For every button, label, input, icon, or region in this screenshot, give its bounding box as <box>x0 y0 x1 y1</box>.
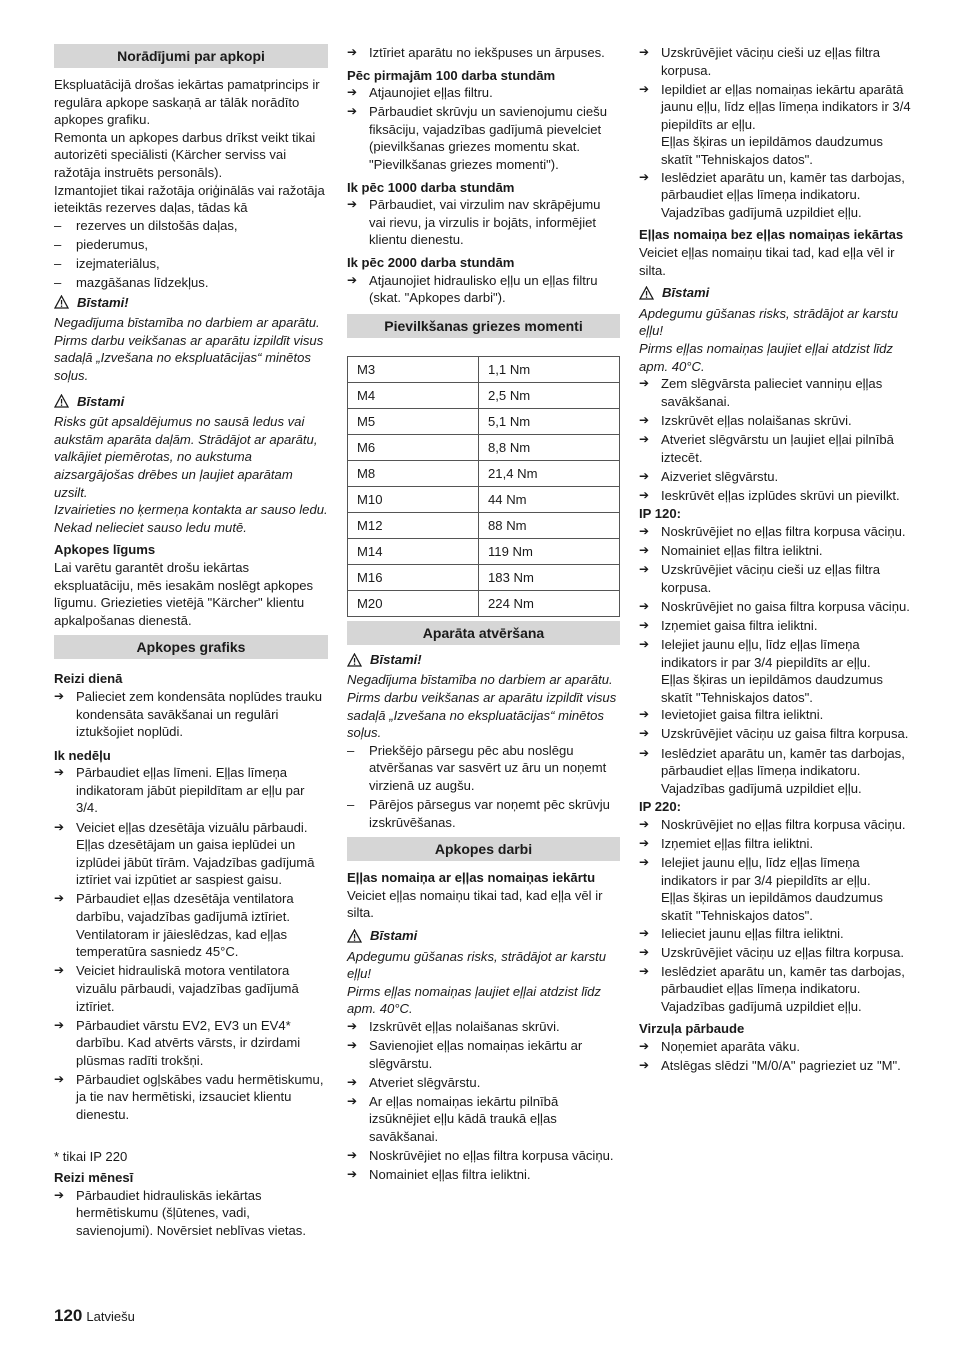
arrow-icon: ➔ <box>54 963 65 978</box>
torque-value-cell: 8,8 Nm <box>479 434 620 460</box>
torque-value-cell: 183 Nm <box>479 564 620 590</box>
arrow-icon: ➔ <box>639 562 650 577</box>
page-number: 120 <box>54 1306 83 1325</box>
list-item-text: Izņemiet gaisa filtra ieliktni. <box>661 617 818 633</box>
arrow-icon: ➔ <box>639 707 650 722</box>
arrow-icon: ➔ <box>347 1148 358 1163</box>
warning-heading <box>54 294 328 312</box>
torque-value-cell: 21,4 Nm <box>479 460 620 486</box>
arrow-list-ip120-a <box>639 523 911 635</box>
warning-heading <box>347 651 620 669</box>
arrow-icon: ➔ <box>639 963 650 978</box>
list-item-text: Ar eļļas nomaiņas iekārtu pilnībā izsūknējiet eļļu kādā traukā eļļas savākšanai. <box>369 1093 559 1145</box>
list-item-text: Atjaunojiet hidraulisko eļļu un eļļas filtru (skat. "Apkopes darbi"). <box>369 272 598 306</box>
paragraph: Lai varētu garantēt drošu iekārtas ekspluatāciju, mēs iesakām noslēgt apkopes līgumu. Griezieties vietējā "Kärcher" klientu apkalpošanas dienestā. <box>54 559 314 628</box>
arrow-icon: ➔ <box>347 1093 358 1108</box>
arrow-icon: ➔ <box>347 45 358 59</box>
subheading-bez-iekartas: Eļļas nomaiņa bez eļļas nomaiņas iekārtas <box>639 227 904 243</box>
list-item-text: Priekšējo pārsegu pēc abu noslēgu atvēršanas var sasvērt uz āru un noņemt virzienā uz augšu. <box>369 742 607 793</box>
arrow-list-1000h <box>347 196 620 249</box>
arrow-item <box>347 103 620 173</box>
warning-text: Pirms eļļas nomaiņas ļaujiet eļļai atdzist līdz apm. 40°C. <box>347 983 601 1017</box>
subheading-100h: Pēc pirmajām 100 darba stundām <box>347 67 556 83</box>
subheading-diena: Reizi dienā <box>54 671 123 687</box>
thread-size-cell: M3 <box>348 356 479 382</box>
arrow-item <box>639 598 911 616</box>
arrow-list-nedela <box>54 764 328 1123</box>
arrow-icon: ➔ <box>54 891 65 906</box>
arrow-item <box>54 819 328 889</box>
thread-size-cell: M12 <box>348 512 479 538</box>
subheading-virzula: Virzuļa pārbaude <box>639 1021 745 1037</box>
arrow-icon: ➔ <box>347 104 358 119</box>
dash-bullet: – <box>347 797 355 813</box>
torque-value-cell: 44 Nm <box>479 486 620 512</box>
dash-list-parts <box>54 217 328 292</box>
dash-bullet: – <box>54 255 62 271</box>
list-item-text: izejmateriālus, <box>76 255 160 271</box>
arrow-item <box>639 816 911 834</box>
warning-title: Bīstami! <box>77 294 129 310</box>
arrow-item <box>347 1037 620 1072</box>
arrow-item <box>347 1018 620 1036</box>
table-row <box>348 590 620 616</box>
arrow-item <box>54 1017 328 1070</box>
arrow-icon: ➔ <box>639 598 650 613</box>
warning-title: Bīstami <box>77 393 125 409</box>
arrow-item <box>639 944 911 962</box>
thread-size-cell: M8 <box>348 460 479 486</box>
arrow-item <box>639 468 911 486</box>
arrow-icon: ➔ <box>639 836 650 851</box>
list-item-text: Zem slēgvārsta palieciet vanniņu eļļas savākšanai. <box>661 376 883 409</box>
list-item-text: Ieslēdziet aparātu un, kamēr tas darbojas, pārbaudiet eļļas līmeņa indikatoru. Vajadzības gadījumā uzpildiet eļļu. <box>661 963 905 1014</box>
list-item-text: Nomainiet eļļas filtra ieliktni. <box>661 543 823 559</box>
arrow-item <box>54 1071 328 1124</box>
list-item-text: Pārbaudiet, vai virzulim nav skrāpējumu vai rievu, ja virzulis ir bojāts, informējiet klientu dienestu. <box>369 197 601 248</box>
arrow-icon: ➔ <box>347 1019 358 1033</box>
torque-value-cell: 1,1 Nm <box>479 356 620 382</box>
arrow-item <box>639 542 911 560</box>
list-item-text: Ieskrūvēt eļļas izplūdes skrūvi un pievilkt. <box>661 487 900 503</box>
warning-heading <box>347 927 620 945</box>
list-item-text: Uzskrūvējiet vāciņu uz eļļas filtra korpusa. <box>661 944 905 960</box>
section-header-darbi: Apkopes darbi <box>347 837 620 861</box>
list-item-text: Izskrūvēt eļļas nolaišanas skrūvi. <box>369 1019 560 1034</box>
column-middle <box>347 44 620 1184</box>
thread-size-cell: M10 <box>348 486 479 512</box>
subheading-menesi: Reizi mēnesī <box>54 1170 134 1186</box>
arrow-icon: ➔ <box>347 272 358 287</box>
list-item-text: Atveriet slēgvārstu. <box>369 1074 481 1090</box>
list-item-text: Ielieciet jaunu eļļas filtra ieliktni. <box>661 925 844 941</box>
subheading-ip120: IP 120: <box>639 506 681 522</box>
subheading-ip220: IP 220: <box>639 799 681 815</box>
arrow-item <box>639 617 911 635</box>
list-item-text: Uzskrūvējiet vāciņu cieši uz eļļas filtra korpusa. <box>661 562 881 595</box>
torque-value-cell: 2,5 Nm <box>479 382 620 408</box>
arrow-item <box>639 636 911 671</box>
list-item-text: Noskrūvējiet no eļļas filtra korpusa vāciņu. <box>369 1148 614 1164</box>
torque-table <box>347 356 620 617</box>
arrow-icon: ➔ <box>639 45 650 59</box>
list-item-text: Savienojiet eļļas nomaiņas iekārtu ar slēgvārstu. <box>369 1038 583 1071</box>
arrow-icon: ➔ <box>639 617 650 632</box>
warning-title: Bīstami <box>370 928 418 944</box>
note-text: Eļļas šķiras un iepildāmos daudzumus skatīt "Tehniskajos datos". <box>661 890 883 923</box>
warning-text: Nekad nelieciet sauso ledu mutē. <box>54 519 247 535</box>
arrow-item <box>639 725 911 743</box>
thread-size-cell: M5 <box>348 408 479 434</box>
subheading-1000h: Ik pēc 1000 darba stundām <box>347 179 515 195</box>
arrow-icon: ➔ <box>639 523 650 538</box>
thread-size-cell: M20 <box>348 590 479 616</box>
arrow-item <box>639 431 911 466</box>
list-item-text: Ievietojiet gaisa filtra ieliktni. <box>661 707 824 723</box>
arrow-item <box>639 706 911 724</box>
arrow-item <box>639 963 911 1016</box>
arrow-item <box>639 835 911 853</box>
list-item-text: Aizveriet slēgvārstu. <box>661 468 779 484</box>
dash-bullet: – <box>347 742 355 758</box>
arrow-list-2000h <box>347 272 620 307</box>
arrow-item <box>347 84 620 102</box>
arrow-item-text: Ielejiet jaunu eļļu, līdz eļļas līmeņa indikators ir par 3/4 piepildīts ar eļļu. <box>661 855 871 888</box>
arrow-item <box>54 764 328 817</box>
table-row <box>348 408 620 434</box>
arrow-item <box>639 1038 911 1056</box>
section-header-griezes: Pievilkšanas griezes momenti <box>347 314 620 338</box>
list-item-text: Atveriet slēgvārstu un ļaujiet eļļai pilnībā iztecēt. <box>661 431 894 465</box>
column-left <box>54 44 328 1240</box>
torque-value-cell: 5,1 Nm <box>479 408 620 434</box>
warning-triangle-icon <box>347 929 362 943</box>
warning-heading <box>639 284 911 302</box>
list-item-text: Pārbaudiet vārstu EV2, EV3 un EV4* darbību. Kad atvērts vārsts, ir dzirdami plūsmas radīti trokšņi. <box>76 1017 301 1068</box>
arrow-list-ar-iekartu <box>347 1018 620 1184</box>
arrow-item <box>639 561 911 596</box>
list-item-text: Iztīriet aparātu no iekšpuses un ārpuses. <box>369 45 605 60</box>
arrow-list-bez-iekartas <box>639 375 911 504</box>
arrow-item <box>639 523 911 541</box>
arrow-icon: ➔ <box>639 1039 650 1054</box>
subheading-2000h: Ik pēc 2000 darba stundām <box>347 255 515 271</box>
thread-size-cell: M6 <box>348 434 479 460</box>
list-item-text: piederumus, <box>76 236 149 252</box>
paragraph: Izmantojiet tikai ražotāja oriģinālās vai ražotāja ieteiktās rezerves daļas, tādas kā <box>54 182 325 216</box>
arrow-list-ip120-b <box>639 706 911 797</box>
column-right <box>639 44 911 1075</box>
arrow-icon: ➔ <box>347 85 358 100</box>
list-item-text: Atslēgas slēdzi "M/0/A" pagrieziet uz "M". <box>661 1058 901 1074</box>
dash-bullet: – <box>54 275 62 291</box>
arrow-list-ip220-a <box>639 816 911 853</box>
warning-text: Risks gūt apsaldējumus no sausā ledus vai aukstām aparāta daļām. Strādājot ar aparātu, valkājiet piemērotas, no aukstuma aizsargājošas drēbes un ļaujiet aparātam uzsilt. <box>54 414 318 500</box>
dash-item <box>54 236 328 254</box>
arrow-icon: ➔ <box>639 468 650 483</box>
warning-title: Bīstami <box>662 285 710 301</box>
arrow-item <box>54 890 328 960</box>
footer-language: Latviešu <box>86 1309 135 1324</box>
arrow-list-top <box>639 44 911 79</box>
arrow-item <box>639 169 911 222</box>
arrow-icon: ➔ <box>639 745 650 760</box>
warning-text: Negadījuma bīstamība no darbiem ar aparātu. Pirms darbu veikšanas ar aparātu izpildīt visus sadaļā „Izvešana no ekspluatācijas“ minētos soļus. <box>347 672 617 741</box>
section-header-grafiks: Apkopes grafiks <box>54 635 328 659</box>
arrow-item <box>347 1074 620 1092</box>
arrow-icon: ➔ <box>639 81 650 96</box>
dash-item <box>347 796 620 831</box>
arrow-list-virzula <box>639 1038 911 1075</box>
arrow-item <box>347 1147 620 1165</box>
arrow-item <box>639 375 911 410</box>
list-item-text: Noņemiet aparāta vāku. <box>661 1039 801 1055</box>
arrow-item <box>639 81 911 134</box>
list-item-text: Noskrūvējiet no gaisa filtra korpusa vāciņu. <box>661 598 910 614</box>
arrow-icon: ➔ <box>54 1017 65 1032</box>
arrow-item <box>347 1093 620 1146</box>
arrow-item <box>639 1057 911 1075</box>
section-header-apkope: Norādījumi par apkopi <box>54 44 328 68</box>
torque-value-cell: 119 Nm <box>479 538 620 564</box>
list-item-text: Veiciet hidrauliskā motora ventilatora vizuālu pārbaudi, vajadzības gadījumā iztīriet. <box>76 963 299 1014</box>
paragraph: Ekspluatācijā drošas iekārtas pamatprincips ir regulāra apkope saskaņā ar tālāk norādīto apkopes grafiku. <box>54 77 320 128</box>
note-text: Eļļas šķiras un iepildāmos daudzumus skatīt "Tehniskajos datos". <box>661 134 883 168</box>
footnote: * tikai IP 220 <box>54 1148 128 1164</box>
list-item-text: Noskrūvējiet no eļļas filtra korpusa vāciņu. <box>661 816 906 832</box>
arrow-item <box>54 962 328 1015</box>
table-row <box>348 382 620 408</box>
arrow-icon: ➔ <box>639 543 650 558</box>
list-item-text: Pārbaudiet eļļas dzesētāja ventilatora darbību, vajadzības gadījumā iztīriet. Ventilatoram ir jāieslēdzas, kad eļļas temperatūra sasniedz 45°C. <box>76 891 294 960</box>
thread-size-cell: M14 <box>348 538 479 564</box>
list-item-text: mazgāšanas līdzekļus. <box>76 275 209 291</box>
torque-value-cell: 88 Nm <box>479 512 620 538</box>
table-row <box>348 486 620 512</box>
note-text: Eļļas šķiras un iepildāmos daudzumus skatīt "Tehniskajos datos". <box>661 672 883 705</box>
arrow-item <box>347 1166 620 1184</box>
warning-text: Apdegumu gūšanas risks, strādājot ar karstu eļļu! <box>347 948 607 982</box>
arrow-item <box>54 688 328 741</box>
arrow-item <box>54 1187 328 1240</box>
list-item-text: Pārbaudiet skrūvju un savienojumu ciešu fiksāciju, vajadzības gadījumā pievelciet (pievilkšanas griezes momentu skat. "Pievilkšanas griezes momenti"). <box>369 104 608 173</box>
table-row <box>348 512 620 538</box>
warning-triangle-icon <box>54 394 69 408</box>
table-row <box>348 564 620 590</box>
warning-text: Pirms eļļas nomaiņas ļaujiet eļļai atdzist līdz apm. 40°C. <box>639 341 893 374</box>
arrow-list-100h <box>347 84 620 173</box>
table-row <box>348 434 620 460</box>
arrow-icon: ➔ <box>54 1071 65 1086</box>
list-item-text: Ieslēdziet aparātu un, kamēr tas darbojas, pārbaudiet eļļas līmeņa indikatoru. Vajadzības gadījumā uzpildiet eļļu. <box>661 169 905 220</box>
arrow-icon: ➔ <box>639 376 650 391</box>
arrow-list-ip220-b <box>639 925 911 1016</box>
list-item-text: Ieslēdziet aparātu un, kamēr tas darbojas, pārbaudiet eļļas līmeņa indikatoru. Vajadzības gadījumā uzpildiet eļļu. <box>661 745 905 796</box>
arrow-item-text: Ielejiet jaunu eļļu, līdz eļļas līmeņa indikators ir par 3/4 piepildīts ar eļļu. <box>661 637 871 670</box>
thread-size-cell: M16 <box>348 564 479 590</box>
arrow-item <box>347 44 620 62</box>
arrow-icon: ➔ <box>347 1074 358 1089</box>
table-row <box>348 538 620 564</box>
arrow-icon: ➔ <box>639 169 650 184</box>
list-item-text: Pārbaudiet eļļas līmeni. Eļļas līmeņa indikatoram jābūt piepildītam ar eļļu par 3/4. <box>76 765 305 816</box>
arrow-item-text: Iepildiet ar eļļas nomaiņas iekārtu aparātā jaunu eļļu, līdz eļļas līmeņa indikators ir 3/4 piepildīts ar eļļu. <box>661 81 911 132</box>
arrow-icon: ➔ <box>639 855 650 870</box>
list-item-text: Noskrūvējiet no eļļas filtra korpusa vāciņu. <box>661 523 906 539</box>
dash-list-covers <box>347 742 620 831</box>
paragraph: Veiciet eļļas nomaiņu tikai tad, kad eļļa vēl ir silta. <box>639 245 895 278</box>
list-item-text: Pārējos pārsegus var noņemt pēc skrūvju izskrūvēšanas. <box>369 797 610 830</box>
list-item-text: Veiciet eļļas dzesētāja vizuālu pārbaudi. Eļļas dzesētājam un gaisa ieplūdei un izplūdei jābūt tīrām. Vajadzības gadījumā iztīriet vai izpūtiet ar saspiest gaisu. <box>76 819 315 888</box>
arrow-icon: ➔ <box>347 1038 358 1053</box>
dash-bullet: – <box>54 217 62 233</box>
arrow-list-top2 <box>639 169 911 222</box>
arrow-icon: ➔ <box>639 816 650 831</box>
arrow-list-diena <box>54 688 328 741</box>
warning-triangle-icon <box>54 295 69 309</box>
arrow-icon: ➔ <box>347 197 358 212</box>
arrow-item <box>639 412 911 430</box>
arrow-icon: ➔ <box>639 944 650 959</box>
warning-text: Izvairieties no ķermeņa kontakta ar sauso ledu. <box>54 502 328 518</box>
page-footer <box>54 1306 135 1326</box>
warning-text: Apdegumu gūšanas risks, strādājot ar karstu eļļu! <box>639 305 899 339</box>
list-item-text: Uzskrūvējiet vāciņu cieši uz eļļas filtra korpusa. <box>661 45 881 78</box>
list-item-text: Pārbaudiet ogļskābes vadu hermētiskumu, ja tie nav hermētiski, izsauciet klientu dienestu. <box>76 1071 324 1123</box>
torque-value-cell: 224 Nm <box>479 590 620 616</box>
list-item-text: Pārbaudiet hidrauliskās iekārtas hermētiskumu (šļūtenes, vadi, savienojumi). Novērsiet neblīvas vietas. <box>76 1187 306 1239</box>
dash-item <box>54 217 328 235</box>
arrow-list-top <box>347 44 620 62</box>
subheading-ligums: Apkopes līgums <box>54 542 156 558</box>
warning-text: Negadījuma bīstamība no darbiem ar aparātu. Pirms darbu veikšanas ar aparātu izpildīt visus sadaļā „Izvešana no ekspluatācijas“ minētos soļus. <box>54 315 324 383</box>
subheading-nedela: Ik nedēļu <box>54 747 111 763</box>
arrow-icon: ➔ <box>639 726 650 741</box>
paragraph: Veiciet eļļas nomaiņu tikai tad, kad eļļa vēl ir silta. <box>347 887 603 921</box>
list-item-text: Izņemiet eļļas filtra ieliktni. <box>661 836 814 852</box>
arrow-icon: ➔ <box>54 688 65 703</box>
arrow-list-menesi <box>54 1187 328 1240</box>
list-item-text: rezerves un dilstošās daļas, <box>76 217 238 233</box>
arrow-icon: ➔ <box>639 1058 650 1073</box>
arrow-icon: ➔ <box>347 1167 358 1182</box>
arrow-icon: ➔ <box>54 765 65 780</box>
arrow-icon: ➔ <box>54 1187 65 1202</box>
dash-item <box>54 274 328 292</box>
dash-item <box>347 742 620 795</box>
thread-size-cell: M4 <box>348 382 479 408</box>
list-item-text: Uzskrūvējiet vāciņu uz gaisa filtra korpusa. <box>661 726 909 742</box>
arrow-item <box>639 745 911 798</box>
arrow-icon: ➔ <box>639 412 650 427</box>
arrow-item <box>347 272 620 307</box>
arrow-icon: ➔ <box>54 819 65 834</box>
arrow-icon: ➔ <box>639 925 650 940</box>
arrow-item <box>347 196 620 249</box>
list-item-text: Palieciet zem kondensāta noplūdes trauku kondensāta savākšanai un regulāri iztukšojiet noplūdi. <box>76 688 323 740</box>
table-row <box>348 460 620 486</box>
dash-item <box>54 255 328 273</box>
subheading-ar-iekartu: Eļļas nomaiņa ar eļļas nomaiņas iekārtu <box>347 870 596 886</box>
list-item-text: Izskrūvēt eļļas nolaišanas skrūvi. <box>661 412 852 428</box>
arrow-item <box>639 854 911 889</box>
list-item-text: Atjaunojiet eļļas filtru. <box>369 85 493 101</box>
warning-heading <box>54 393 328 411</box>
arrow-item <box>639 487 911 505</box>
section-header-atversana: Aparāta atvēršana <box>347 621 620 645</box>
arrow-icon: ➔ <box>639 487 650 502</box>
arrow-icon: ➔ <box>639 637 650 651</box>
paragraph: Remonta un apkopes darbus drīkst veikt tikai autorizēti speciālisti (Kärcher serviss vai ražotāja instruēts personāls). <box>54 129 316 180</box>
list-item-text: Nomainiet eļļas filtra ieliktni. <box>369 1167 531 1183</box>
warning-title: Bīstami! <box>370 651 422 667</box>
warning-triangle-icon <box>347 653 362 667</box>
arrow-icon: ➔ <box>639 431 650 446</box>
dash-bullet: – <box>54 236 62 252</box>
table-row <box>348 356 620 382</box>
arrow-item <box>639 44 911 79</box>
arrow-item <box>639 925 911 943</box>
warning-triangle-icon <box>639 286 654 300</box>
